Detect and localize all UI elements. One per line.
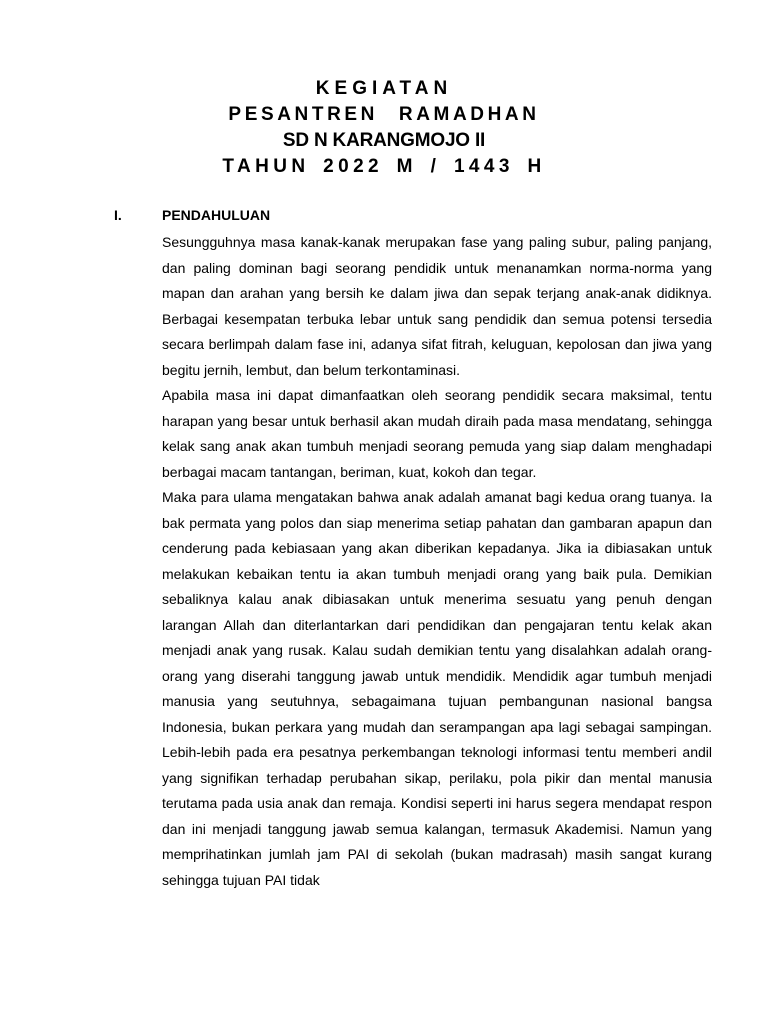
- title-line-year: TAHUN 2022 M / 1443 H: [222, 156, 546, 177]
- document-title: [0, 76, 768, 180]
- section-body: [162, 230, 712, 893]
- section-number: I.: [114, 207, 122, 223]
- title-line-event-name: PESANTREN RAMADHAN: [228, 104, 540, 125]
- body-paragraph: Sesungguhnya masa kanak-kanak merupakan fase yang paling subur, paling panjang, dan paling dominan bagi seorang pendidik untuk menanamkan norma-norma yang mapan dan arahan yang bersih ke dalam jiwa dan sepak terjang anak-anak didiknya. Berbagai kesempatan terbuka lebar untuk sang pendidik dan semua potensi tersedia secara berlimpah dalam fase ini, adanya sifat fitrah, keluguan, kepolosan dan jiwa yang begitu jernih, lembut, dan belum terkontaminasi.: [162, 234, 712, 378]
- body-paragraph: Apabila masa ini dapat dimanfaatkan oleh seorang pendidik secara maksimal, tentu harapan yang besar untuk berhasil akan mudah diraih pada masa mendatang, sehingga kelak sang anak akan tumbuh menjadi seorang pemuda yang siap dalam menghadapi berbagai macam tantangan, beriman, kuat, kokoh dan tegar.: [162, 387, 712, 480]
- title-line-kegiatan: KEGIATAN: [315, 78, 453, 99]
- section-heading: PENDAHULUAN: [162, 207, 271, 223]
- body-paragraph: Maka para ulama mengatakan bahwa anak adalah amanat bagi kedua orang tuanya. Ia bak permata yang polos dan siap menerima setiap pahatan dan gambaran apapun dan cenderung pada kebiasaan yang akan diberikan kepadanya. Jika ia dibiasakan untuk melakukan kebaikan tentu ia akan tumbuh menjadi orang yang baik pula. Demikian sebaliknya kalau anak dibiasakan untuk menerima sesuatu yang penuh dengan larangan Allah dan diterlantarkan dari pendidikan dan pengajaran tentu kelak akan menjadi anak yang rusak. Kalau sudah demikian tentu yang disalahkan adalah orang-orang yang diserahi tanggung jawab untuk mendidik. Mendidik agar tumbuh menjadi manusia yang seutuhnya, sebagaimana tujuan pembangunan nasional bangsa Indonesia, bukan perkara yang mudah dan serampangan apa lagi sebagai sampingan. Lebih-lebih pada era pesatnya perkembangan teknologi informasi tentu memberi andil yang signifikan terhadap perubahan sikap, perilaku, pola pikir dan mental manusia terutama pada usia anak dan remaja. Kondisi seperti ini harus segera mendapat respon dan ini menjadi tanggung jawab semua kalangan, termasuk Akademisi. Namun yang memprihatinkan jumlah jam PAI di sekolah (bukan madrasah) masih sangat kurang sehingga tujuan PAI tidak: [162, 489, 712, 888]
- title-line-school: SD N KARANGMOJO II: [282, 130, 486, 151]
